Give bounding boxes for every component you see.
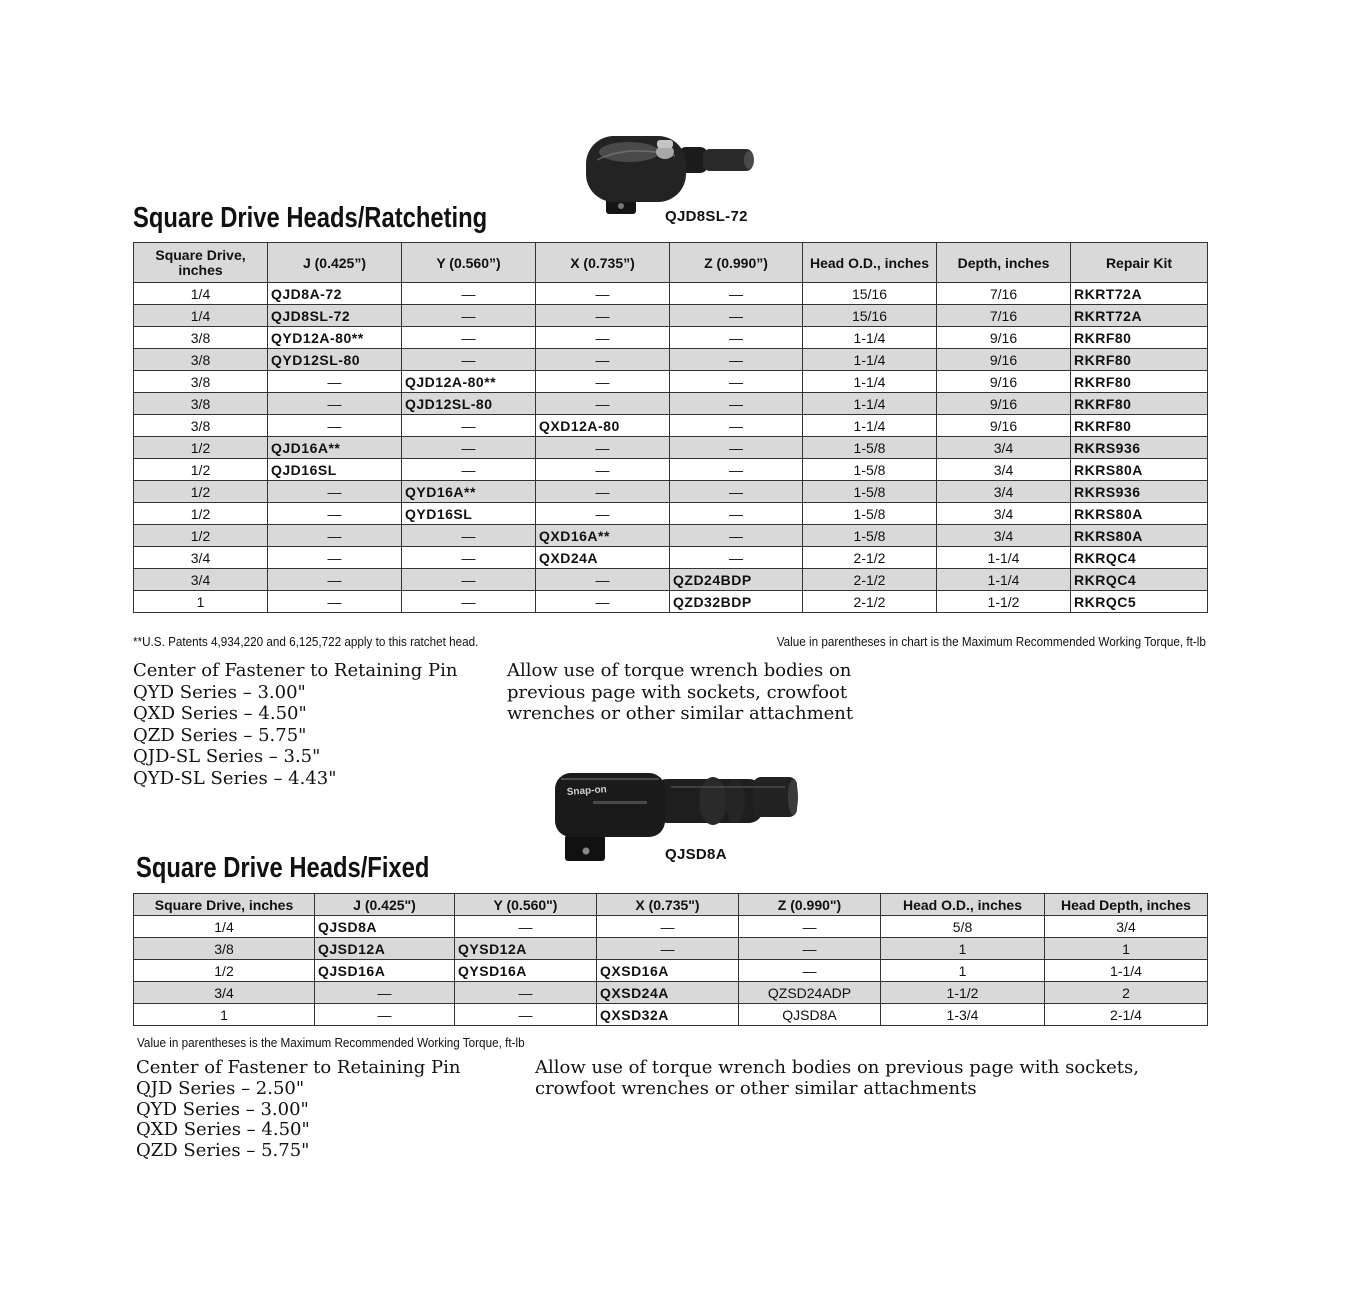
table-cell: — [536,481,670,503]
table-cell: QJSD8A [739,1004,881,1026]
table-cell: 1/4 [134,305,268,327]
pin-line: QJD Series – 2.50" [136,1077,305,1099]
table-row [134,283,1208,305]
table-cell: — [536,327,670,349]
table-cell: — [670,327,803,349]
table-cell: RKRF80 [1071,393,1208,415]
table-cell: — [670,459,803,481]
table-row [134,1004,1208,1026]
table-cell: 1 [134,591,268,613]
table-row [134,393,1208,415]
ratcheting-header-row [134,243,1208,283]
ratcheting-table [133,242,1208,613]
table-cell: RKRT72A [1071,305,1208,327]
table-row [134,415,1208,437]
table-cell: 7/16 [937,305,1071,327]
fixed-table [133,893,1208,1026]
table-cell: 9/16 [937,371,1071,393]
table-cell: 3/4 [937,503,1071,525]
table-cell: 9/16 [937,415,1071,437]
table-cell: 3/4 [134,547,268,569]
col-header-head-od: Head O.D., inches [881,894,1045,916]
pin-line: QXD Series – 4.50" [133,703,307,725]
table-cell: 3/8 [134,393,268,415]
table-cell: — [402,569,536,591]
table-row [134,371,1208,393]
table-cell: RKRF80 [1071,349,1208,371]
allow-line: crowfoot wrenches or other similar attachments [535,1077,977,1099]
table-cell: 2-1/4 [1045,1004,1208,1026]
col-header-head-depth: Head Depth, inches [1045,894,1208,916]
pin-line: QYD Series – 3.00" [136,1098,309,1120]
table-cell: — [268,371,402,393]
table-cell: 1-5/8 [803,459,937,481]
table-cell: — [402,525,536,547]
table-cell: 1-1/4 [937,547,1071,569]
table-cell: 3/8 [134,371,268,393]
col-header-square-drive: Square Drive, inches [134,894,315,916]
table-cell: — [536,393,670,415]
col-header-y: Y (0.560”) [402,243,536,283]
table-cell: 1-1/2 [937,591,1071,613]
table-cell: QJD16SL [268,459,402,481]
pin-heading: Center of Fastener to Retaining Pin [136,1057,461,1078]
col-header-repair-kit: Repair Kit [1071,243,1208,283]
ratcheting-section-title: Square Drive Heads/Ratcheting [133,202,488,234]
table-cell: — [670,371,803,393]
table-cell: — [402,349,536,371]
table-cell: 1-3/4 [881,1004,1045,1026]
table-cell: QYSD16A [455,960,597,982]
col-header-j: J (0.425”) [268,243,402,283]
table-cell: 5/8 [881,916,1045,938]
table-cell: 15/16 [803,305,937,327]
table-cell: — [315,1004,455,1026]
table-cell: 1/2 [134,503,268,525]
table-cell: — [402,591,536,613]
table-cell: QZD32BDP [670,591,803,613]
pin-heading: Center of Fastener to Retaining Pin [133,660,458,681]
col-header-z: Z (0.990”) [670,243,803,283]
table-row [134,481,1208,503]
table-cell: — [268,525,402,547]
pin-line: QZD Series – 5.75" [136,1140,310,1162]
table-cell: 2-1/2 [803,569,937,591]
fixed-torque-note: Value in parentheses is the Maximum Recommended Working Torque, ft-lb [137,1035,525,1050]
table-cell: — [402,415,536,437]
table-cell: — [670,547,803,569]
table-cell: — [670,283,803,305]
table-cell: 1-1/4 [803,371,937,393]
table-cell: — [670,437,803,459]
table-cell: — [268,393,402,415]
table-row [134,938,1208,960]
table-cell: 15/16 [803,283,937,305]
table-cell: — [536,371,670,393]
table-cell: — [739,916,881,938]
table-cell: — [402,547,536,569]
table-cell: 1-5/8 [803,525,937,547]
table-cell: QJD12A-80** [402,371,536,393]
table-cell: — [670,415,803,437]
brand-logo-text: Snap-on [566,784,608,798]
table-cell: — [402,437,536,459]
table-cell: 1 [134,1004,315,1026]
pin-line: QXD Series – 4.50" [136,1119,310,1141]
table-row [134,525,1208,547]
table-row [134,305,1208,327]
fixed-section-title: Square Drive Heads/Fixed [136,852,430,884]
table-cell: — [402,305,536,327]
table-row [134,349,1208,371]
ratchet-head-image [583,130,763,220]
table-cell: — [670,393,803,415]
table-cell: — [536,349,670,371]
table-cell: QJD8A-72 [268,283,402,305]
table-cell: 1 [881,938,1045,960]
table-cell: QJSD16A [315,960,455,982]
col-header-x: X (0.735") [597,894,739,916]
table-cell: 9/16 [937,349,1071,371]
table-cell: RKRF80 [1071,327,1208,349]
table-row [134,459,1208,481]
table-row [134,503,1208,525]
table-cell: 3/8 [134,327,268,349]
table-cell: QJD16A** [268,437,402,459]
table-cell: 1/2 [134,481,268,503]
table-cell: RKRT72A [1071,283,1208,305]
table-cell: 1-5/8 [803,437,937,459]
table-cell: 1/2 [134,525,268,547]
col-header-x: X (0.735”) [536,243,670,283]
pin-line: QYD-SL Series – 4.43" [133,767,337,789]
table-cell: QXD12A-80 [536,415,670,437]
ratchet-allow-text [507,660,853,725]
table-cell: RKRQC4 [1071,547,1208,569]
table-row [134,960,1208,982]
col-header-y: Y (0.560") [455,894,597,916]
table-row [134,916,1208,938]
table-cell: — [268,503,402,525]
col-header-j: J (0.425") [315,894,455,916]
table-cell: QJSD12A [315,938,455,960]
table-cell: QYD12A-80** [268,327,402,349]
table-cell: — [597,916,739,938]
table-cell: RKRS80A [1071,525,1208,547]
fixed-allow-text [535,1058,1139,1100]
col-header-z: Z (0.990") [739,894,881,916]
table-cell: 1-1/4 [803,393,937,415]
table-cell: — [455,1004,597,1026]
table-cell: QJD12SL-80 [402,393,536,415]
table-row [134,569,1208,591]
table-cell: — [268,481,402,503]
table-cell: QJSD8A [315,916,455,938]
table-cell: 1-1/4 [937,569,1071,591]
allow-line: Allow use of torque wrench bodies on previous page with sockets, [535,1057,1139,1078]
table-cell: 3/4 [937,437,1071,459]
table-cell: — [670,481,803,503]
table-row [134,547,1208,569]
table-cell: RKRF80 [1071,415,1208,437]
table-cell: 1-1/4 [803,349,937,371]
allow-line: previous page with sockets, crowfoot [507,681,848,703]
table-cell: QYSD12A [455,938,597,960]
table-cell: — [268,415,402,437]
table-row [134,982,1208,1004]
pin-line: QYD Series – 3.00" [133,681,306,703]
col-header-square-drive: Square Drive, inches [134,243,268,283]
fixed-pin-info [136,1058,461,1162]
table-cell: RKRF80 [1071,371,1208,393]
table-cell: — [455,916,597,938]
table-cell: — [268,591,402,613]
table-cell: QZD24BDP [670,569,803,591]
table-cell: — [536,503,670,525]
table-cell: 1-1/2 [881,982,1045,1004]
table-cell: 9/16 [937,327,1071,349]
table-cell: — [739,960,881,982]
fixed-header-row [134,894,1208,916]
table-cell: 3/8 [134,349,268,371]
table-cell: 1-5/8 [803,503,937,525]
table-cell: 1-1/4 [803,327,937,349]
table-cell: RKRQC5 [1071,591,1208,613]
table-cell: 1 [881,960,1045,982]
table-cell: 7/16 [937,283,1071,305]
table-cell: QXD24A [536,547,670,569]
table-cell: — [739,938,881,960]
table-cell: — [670,349,803,371]
fixed-image-caption: QJSD8A [665,846,727,863]
col-header-depth: Depth, inches [937,243,1071,283]
table-cell: — [536,459,670,481]
table-cell: — [402,283,536,305]
table-cell: — [536,305,670,327]
pin-line: QZD Series – 5.75" [133,724,307,746]
pin-line: QJD-SL Series – 3.5" [133,746,321,768]
table-cell: QXSD32A [597,1004,739,1026]
table-cell: RKRS936 [1071,437,1208,459]
table-cell: RKRS80A [1071,503,1208,525]
table-cell: QXSD24A [597,982,739,1004]
table-cell: — [455,982,597,1004]
table-cell: QXD16A** [536,525,670,547]
table-cell: 2-1/2 [803,547,937,569]
table-cell: QYD16A** [402,481,536,503]
table-cell: RKRQC4 [1071,569,1208,591]
table-cell: QYD12SL-80 [268,349,402,371]
table-cell: — [536,591,670,613]
table-cell: 1-5/8 [803,481,937,503]
table-cell: 3/4 [134,569,268,591]
table-cell: — [597,938,739,960]
table-cell: 1/2 [134,960,315,982]
table-cell: — [315,982,455,1004]
table-cell: — [402,459,536,481]
table-cell: QXSD16A [597,960,739,982]
table-cell: QJD8SL-72 [268,305,402,327]
table-cell: 1-1/4 [1045,960,1208,982]
table-row [134,591,1208,613]
table-cell: RKRS936 [1071,481,1208,503]
torque-note: Value in parentheses in chart is the Maximum Recommended Working Torque, ft-lb [776,634,1206,649]
patent-note: **U.S. Patents 4,934,220 and 6,125,722 apply to this ratchet head. [133,634,479,649]
table-row [134,327,1208,349]
table-cell: 3/8 [134,415,268,437]
table-cell: — [536,569,670,591]
table-cell: 2 [1045,982,1208,1004]
table-cell: — [536,437,670,459]
table-cell: 3/4 [937,459,1071,481]
table-cell: 1/4 [134,916,315,938]
table-cell: 3/4 [937,525,1071,547]
table-cell: — [536,283,670,305]
table-cell: 1/2 [134,459,268,481]
table-cell: 1 [1045,938,1208,960]
table-cell: 3/4 [1045,916,1208,938]
table-row [134,437,1208,459]
table-cell: 1-1/4 [803,415,937,437]
table-cell: — [268,547,402,569]
table-cell: — [402,327,536,349]
table-cell: 3/8 [134,938,315,960]
table-cell: 2-1/2 [803,591,937,613]
table-cell: QZSD24ADP [739,982,881,1004]
table-cell: 3/4 [134,982,315,1004]
table-cell: QYD16SL [402,503,536,525]
table-cell: 1/4 [134,283,268,305]
col-header-head-od: Head O.D., inches [803,243,937,283]
ratchet-pin-info [133,660,458,790]
table-cell: — [670,525,803,547]
table-cell: 9/16 [937,393,1071,415]
ratchet-image-caption: QJD8SL-72 [665,208,748,225]
table-cell: — [670,305,803,327]
table-cell: — [670,503,803,525]
table-cell: 1/2 [134,437,268,459]
allow-line: Allow use of torque wrench bodies on [507,660,852,681]
allow-line: wrenches or other similar attachment [507,703,854,725]
table-cell: 3/4 [937,481,1071,503]
table-cell: — [268,569,402,591]
table-cell: RKRS80A [1071,459,1208,481]
